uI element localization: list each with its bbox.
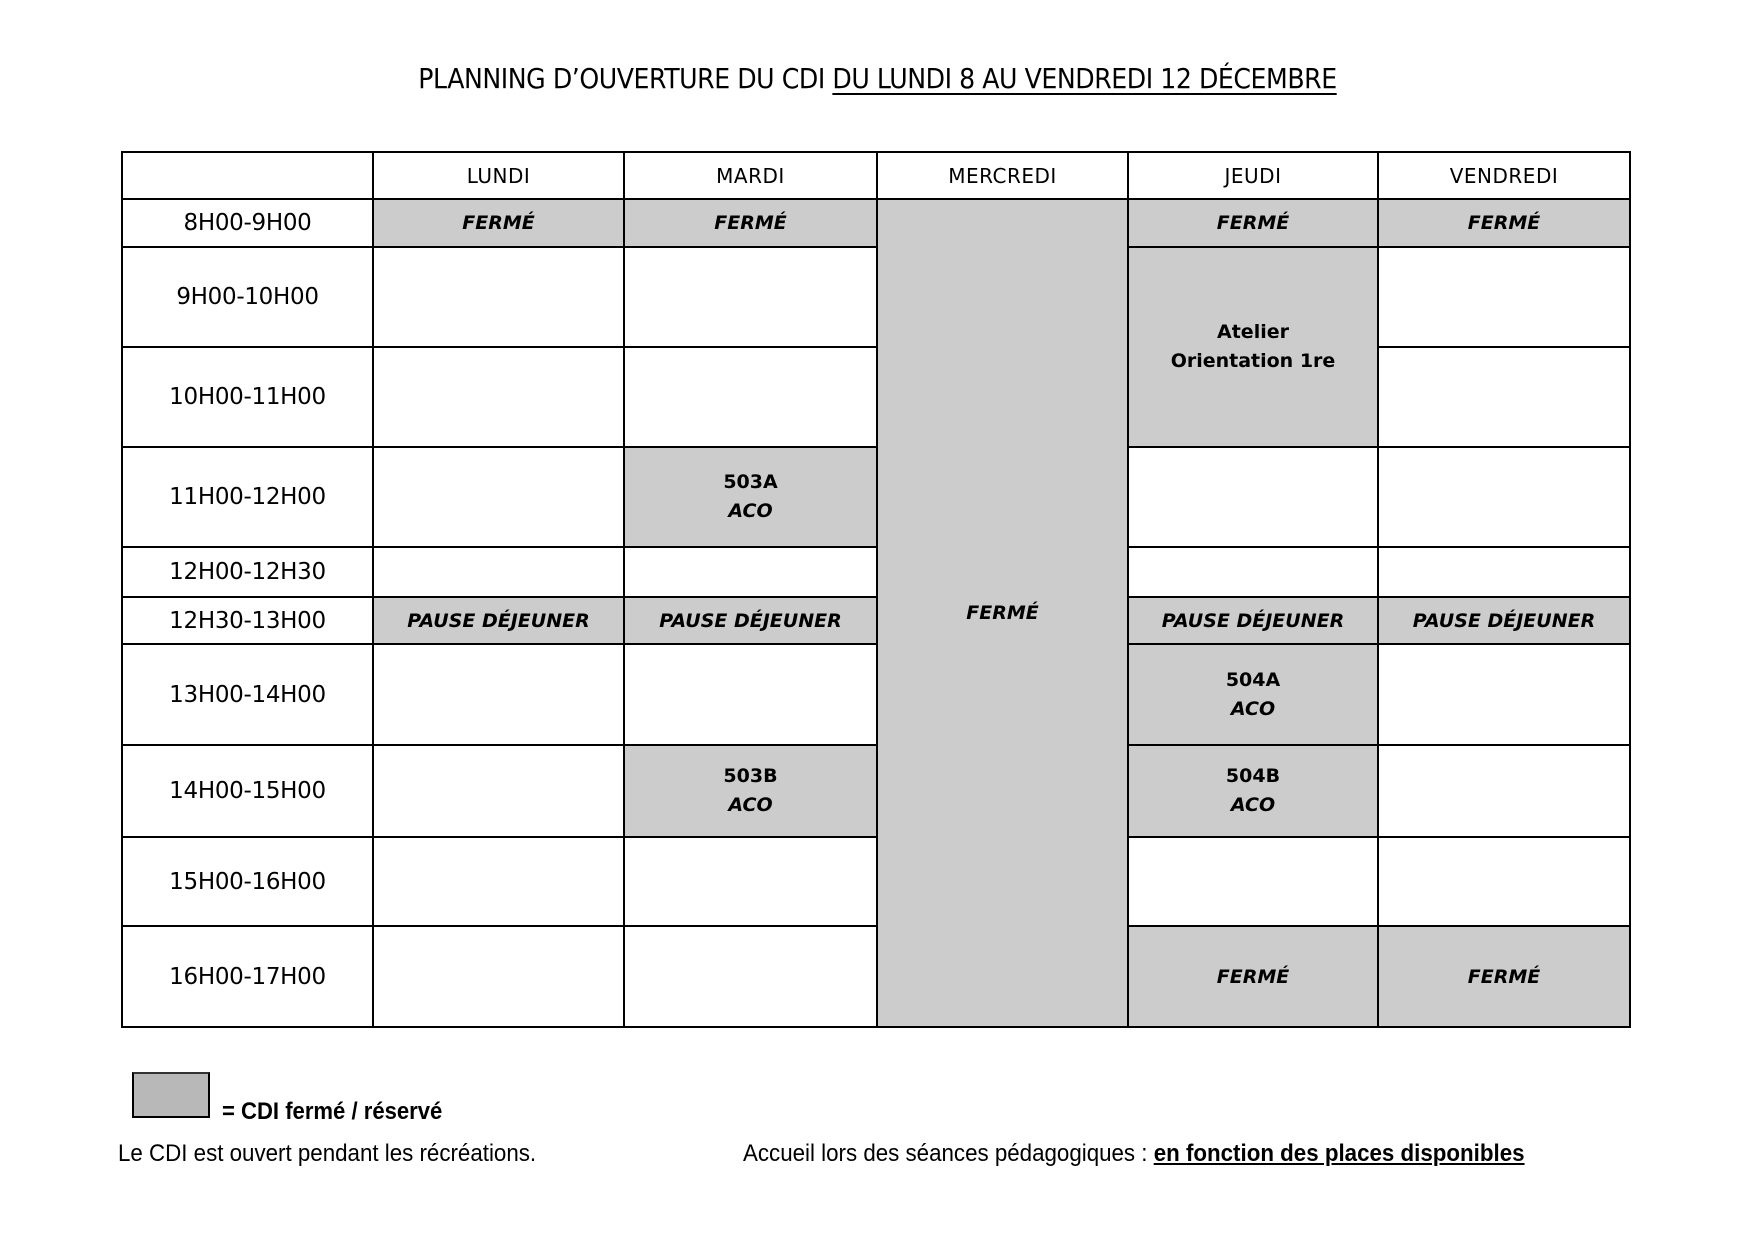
note-accueil: [743, 1140, 1525, 1168]
cell-mardi-lunch: PAUSE DÉJEUNER: [623, 596, 878, 645]
cell-lundi-empty: [372, 925, 625, 1028]
legend-swatch: [132, 1072, 210, 1118]
cell-mardi-reserved-503a: [623, 446, 878, 548]
title-prefix: PLANNING D’OUVERTURE DU CDI: [418, 62, 833, 95]
cell-jeudi-closed: FERMÉ: [1127, 925, 1379, 1028]
title-date-range: DU LUNDI 8 AU VENDREDI 12 DÉCEMBRE: [832, 62, 1337, 95]
time-slot: 12H00-12H30: [121, 546, 374, 598]
atelier-line2: Orientation 1re: [1170, 350, 1336, 372]
time-slot: 8H00-9H00: [121, 198, 374, 248]
cell-vendredi-empty: [1377, 346, 1631, 448]
cell-mardi-empty: [623, 643, 878, 746]
cell-jeudi-closed: FERMÉ: [1127, 198, 1379, 248]
time-slot: 10H00-11H00: [121, 346, 374, 448]
cell-lundi-empty: [372, 546, 625, 598]
cell-mardi-closed: FERMÉ: [623, 198, 878, 248]
header-day-jeudi: JEUDI: [1127, 151, 1379, 200]
cell-jeudi-reserved-504a: [1127, 643, 1379, 746]
class-name: 504B: [1225, 765, 1281, 787]
cell-mardi-empty: [623, 546, 878, 598]
header-day-lundi: LUNDI: [372, 151, 625, 200]
class-name: 503A: [723, 471, 778, 493]
cell-lundi-empty: [372, 446, 625, 548]
time-slot: 13H00-14H00: [121, 643, 374, 746]
header-corner: [121, 151, 374, 200]
activity-name: ACO: [728, 794, 773, 816]
cell-jeudi-reserved-504b: [1127, 744, 1379, 838]
time-slot: 12H30-13H00: [121, 596, 374, 645]
time-slot: 16H00-17H00: [121, 925, 374, 1028]
cell-mardi-empty: [623, 836, 878, 927]
header-day-mardi: MARDI: [623, 151, 878, 200]
header-day-vendredi: VENDREDI: [1377, 151, 1631, 200]
cell-mardi-empty: [623, 925, 878, 1028]
header-day-mercredi: MERCREDI: [876, 151, 1129, 200]
cell-jeudi-lunch: PAUSE DÉJEUNER: [1127, 596, 1379, 645]
cell-lundi-closed: FERMÉ: [372, 198, 625, 248]
time-slot: 15H00-16H00: [121, 836, 374, 927]
cell-vendredi-empty: [1377, 744, 1631, 838]
cell-lundi-empty: [372, 744, 625, 838]
time-slot: 9H00-10H00: [121, 246, 374, 348]
cell-jeudi-empty: [1127, 446, 1379, 548]
time-slot: 11H00-12H00: [121, 446, 374, 548]
cell-mardi-reserved-503b: [623, 744, 878, 838]
cell-vendredi-empty: [1377, 546, 1631, 598]
cell-lundi-empty: [372, 643, 625, 746]
cell-vendredi-lunch: PAUSE DÉJEUNER: [1377, 596, 1631, 645]
time-slot: 14H00-15H00: [121, 744, 374, 838]
cell-jeudi-empty: [1127, 546, 1379, 598]
legend-label: = CDI fermé / réservé: [222, 1098, 443, 1125]
cell-vendredi-closed: FERMÉ: [1377, 925, 1631, 1028]
class-name: 503B: [723, 765, 778, 787]
cell-mardi-empty: [623, 346, 878, 448]
note-accueil-emphasis: en fonction des places disponibles: [1153, 1140, 1525, 1167]
note-recreations: Le CDI est ouvert pendant les récréations.: [118, 1140, 537, 1167]
activity-name: ACO: [1230, 697, 1276, 720]
cell-jeudi-atelier-orientation: [1127, 246, 1379, 448]
cell-mercredi-closed-all-day: FERMÉ: [876, 198, 1129, 1028]
cell-mardi-empty: [623, 246, 878, 348]
cell-jeudi-empty: [1127, 836, 1379, 927]
cell-lundi-empty: [372, 836, 625, 927]
activity-name: ACO: [1230, 794, 1276, 816]
cell-lundi-empty: [372, 346, 625, 448]
cell-lundi-empty: [372, 246, 625, 348]
cell-lundi-lunch: PAUSE DÉJEUNER: [372, 596, 625, 645]
cell-vendredi-empty: [1377, 446, 1631, 548]
cell-vendredi-closed: FERMÉ: [1377, 198, 1631, 248]
cell-vendredi-empty: [1377, 643, 1631, 746]
class-name: 504A: [1225, 668, 1281, 691]
atelier-line1: Atelier: [1217, 321, 1289, 343]
cell-vendredi-empty: [1377, 246, 1631, 348]
activity-name: ACO: [728, 500, 773, 522]
cell-vendredi-empty: [1377, 836, 1631, 927]
note-accueil-prefix: Accueil lors des séances pédagogiques :: [743, 1140, 1154, 1167]
